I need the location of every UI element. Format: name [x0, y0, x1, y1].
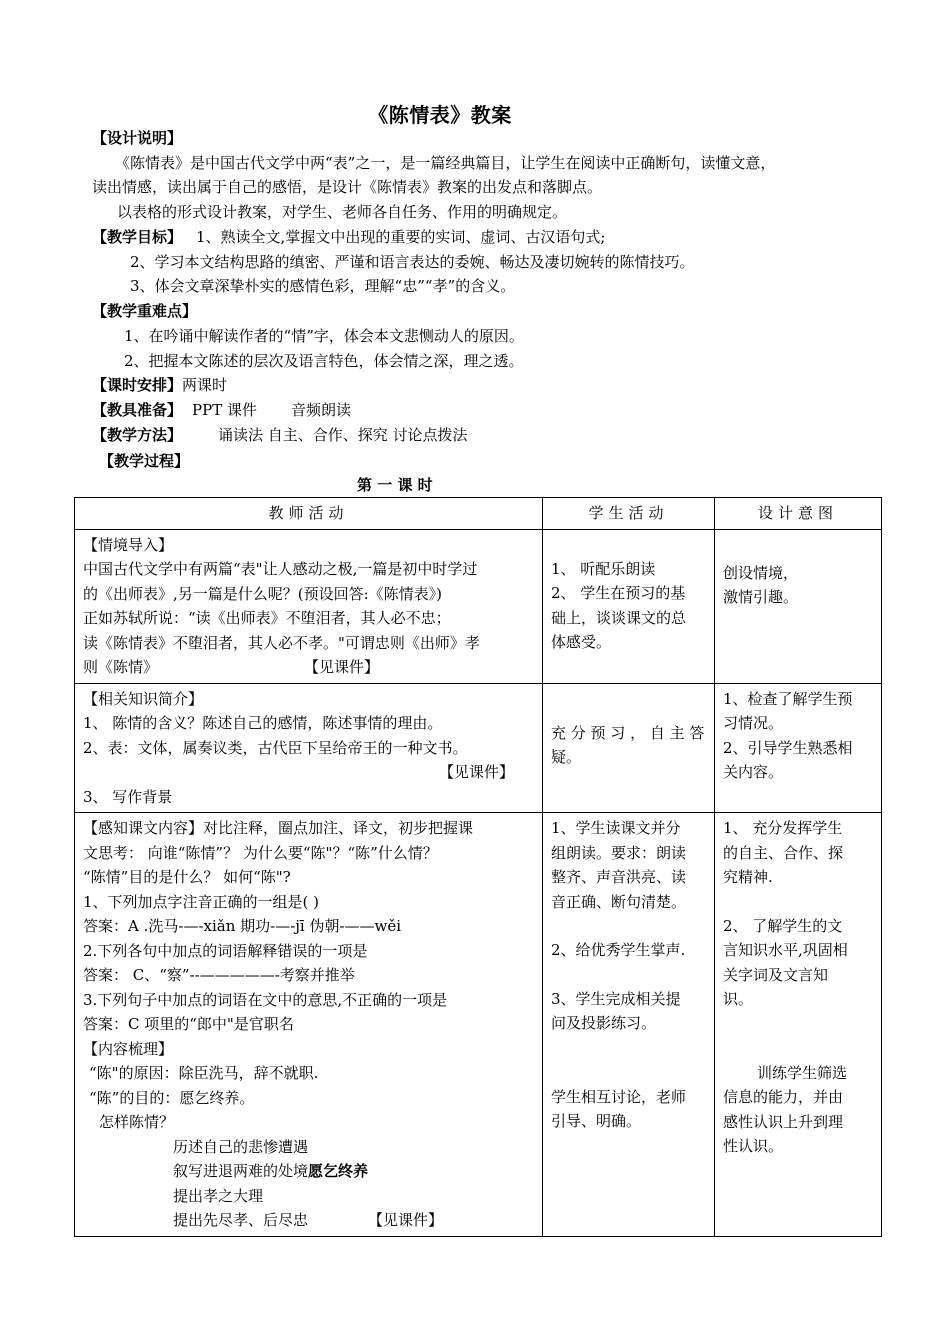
- schedule-value: 两课时: [182, 376, 228, 394]
- tools-heading: 【教具准备】: [92, 401, 183, 419]
- table-row: [75, 529, 882, 683]
- table-row: [75, 683, 882, 813]
- teacher-text: 中国古代文学中有两篇“表"让人感动之极,一篇是初中时学过: [83, 560, 478, 578]
- session-title: 第 一 课 时: [357, 476, 433, 494]
- teacher-cell: [75, 683, 543, 813]
- student-text: 问及投影练习。: [551, 1014, 657, 1032]
- intent-text: 关字词及文言知: [723, 965, 829, 984]
- intent-cell: [715, 529, 882, 683]
- design-heading: 【设计说明】: [92, 129, 183, 147]
- student-text: 1、 听配乐朗读: [551, 559, 656, 578]
- intent-text: 究精神.: [723, 868, 773, 886]
- intent-text: 2、引导学生熟悉相: [723, 738, 853, 757]
- teacher-text: 3.下列句子中加点的词语在文中的意思,不正确的一项是: [83, 990, 448, 1009]
- teacher-text: 怎样陈情？: [99, 1113, 175, 1131]
- student-text: 2、给优秀学生掌声.: [551, 941, 686, 959]
- teacher-text: 历述自己的悲惨遭遇: [173, 1137, 309, 1156]
- goal-item-1: 1、熟读全文,掌握文中出现的重要的实词、虚词、古汉语句式;: [196, 228, 606, 246]
- student-cell: [543, 683, 715, 813]
- teacher-text: 答案：A .洗马-—-xiǎn 期功-—-jī 伪朝-——wěi: [83, 917, 402, 935]
- intent-text: 言知识水平,巩固相: [723, 941, 848, 959]
- teacher-text: 答案：C 项里的“郎中"是官职名: [83, 1015, 294, 1033]
- teacher-text-with-ref: [83, 1208, 534, 1233]
- student-text: 音正确、断句清楚。: [551, 892, 687, 911]
- schedule-heading: 【课时安排】: [92, 376, 183, 394]
- section-heading: 【内容梳理】: [83, 1039, 174, 1058]
- intent-cell: [715, 683, 882, 813]
- teacher-text: 3、 写作背景: [83, 787, 173, 806]
- process-heading: 【教学过程】: [99, 452, 190, 470]
- page-title: 《陈情表》教案: [368, 103, 512, 127]
- teacher-text: 1、下列加点字注音正确的一组是( ): [83, 892, 320, 911]
- teacher-text: 读《陈情表》不堕泪者，其人必不孝。"可谓忠则《出师》孝: [83, 633, 480, 652]
- teacher-cell: [75, 529, 543, 683]
- teacher-text: “陈情”目的是什么？ 如何“陈"?: [83, 868, 291, 886]
- student-text: 3、学生完成相关提: [551, 989, 681, 1008]
- keypoint-item-1: 1、在吟诵中解读作者的“情”字，体会本文悲恻动人的原因。: [124, 327, 524, 345]
- methods-line: [92, 424, 468, 446]
- methods-heading: 【教学方法】: [92, 426, 183, 444]
- intent-text: 识。: [723, 990, 754, 1008]
- tools-value-2: 音频朗读: [290, 401, 351, 419]
- design-paragraph-line1: 《陈情表》是中国古代文学中两“表”之一，是一篇经典篇目，让学生在阅读中正确断句，读懂文意，: [115, 154, 776, 172]
- intent-text: 训练学生筛选: [757, 1063, 848, 1082]
- courseware-ref: 【见课件】: [438, 763, 514, 781]
- tools-value-1: PPT 课件: [192, 401, 257, 419]
- table-header-row: [75, 498, 882, 530]
- design-paragraph2: 以表格的形式设计教案，对学生、老师各自任务、作用的明确规定。: [117, 203, 568, 221]
- keypoints-heading: 【教学重难点】: [92, 302, 198, 320]
- intent-text: 习情况。: [723, 714, 784, 732]
- student-text: 疑。: [551, 748, 582, 766]
- teacher-cell: [75, 813, 543, 1237]
- header-student: 学生活动: [543, 498, 715, 530]
- intent-cell: [715, 813, 882, 1237]
- teacher-text: 答案： C、“察”--—————-考察并推举: [83, 966, 355, 984]
- goal-item-2: 2、学习本文结构思路的缜密、严谨和语言表达的委婉、畅达及凄切婉转的陈情技巧。: [130, 253, 695, 271]
- teacher-text: 2.下列各句中加点的词语解释错误的一项是: [83, 941, 368, 960]
- intent-text: 创设情境，: [723, 563, 799, 582]
- keypoint-item-2: 2、把握本文陈述的层次及语言特色，体会情之深，理之透。: [124, 352, 524, 370]
- table-row: [75, 813, 882, 1237]
- student-text: 体感受。: [551, 633, 612, 651]
- student-cell: [543, 813, 715, 1237]
- teacher-text: 提出孝之大理: [173, 1186, 264, 1205]
- courseware-ref: 【见课件】: [304, 658, 380, 676]
- goals-line: [92, 226, 605, 248]
- student-text: 2、 学生在预习的基: [551, 584, 686, 602]
- intent-text: 2、 了解学生的文: [723, 916, 843, 935]
- intent-text: 信息的能力，并由: [723, 1088, 844, 1106]
- teacher-text-with-ref: [83, 655, 534, 680]
- teacher-text: 叙写进退两难的处境: [173, 1162, 309, 1180]
- teacher-text: 的《出师表》,另一篇是什么呢？(预设回答:《陈情表》): [83, 584, 443, 603]
- intent-text: 1、 充分发挥学生: [723, 819, 843, 837]
- methods-value: 诵读法 自主、合作、探究 讨论点拨法: [218, 426, 468, 444]
- courseware-ref: 【见课件】: [368, 1211, 444, 1229]
- student-text: 整齐、声音洪亮、读: [551, 868, 687, 886]
- section-heading: 【情境导入】: [83, 535, 174, 554]
- intent-text: 1、检查了解学生预: [723, 689, 853, 708]
- goal-item-3: 3、体会文章深挚朴实的感情色彩，理解“忠”“孝”的含义。: [130, 277, 516, 295]
- intent-text: 激情引趣。: [723, 588, 799, 606]
- teacher-text: “陈"的原因：除臣洗马，辞不就职.: [89, 1064, 319, 1082]
- intent-text: 性认识。: [723, 1137, 784, 1155]
- teacher-text: 文思考： 向谁“陈情”？ 为什么要“陈"？“陈”什么情？: [83, 843, 438, 862]
- header-intent: 设计意图: [715, 498, 882, 530]
- student-text: 1、学生读课文并分: [551, 819, 681, 837]
- teacher-text: 1、 陈情的含义？陈述自己的感情，陈述事情的理由。: [83, 714, 443, 732]
- section-heading: 【相关知识简介】: [83, 689, 204, 708]
- teacher-text: “陈”的目的：愿乞终养。: [89, 1088, 255, 1107]
- teacher-text: 2、表：文体，属奏议类，古代臣下呈给帝王的一种文书。: [83, 738, 468, 757]
- schedule-line: [92, 374, 227, 396]
- bold-text: 愿乞终养: [308, 1162, 369, 1180]
- student-text: 引导、明确。: [551, 1112, 642, 1130]
- student-cell: [543, 529, 715, 683]
- header-teacher: 教师活动: [75, 498, 543, 530]
- goals-heading: 【教学目标】: [92, 228, 183, 246]
- tools-line: [92, 399, 351, 421]
- student-text: 学生相互讨论，老师: [551, 1087, 687, 1106]
- student-text: 充 分 预 习 ， 自 主 答: [551, 723, 705, 742]
- student-text: 础上，谈谈课文的总: [551, 608, 687, 627]
- teacher-text: 正如苏轼所说：“读《出师表》不堕泪者，其人必不忠；: [83, 609, 451, 627]
- design-paragraph-line2: 读出情感，读出属于自己的感悟，是设计《陈情表》教案的出发点和落脚点。: [92, 178, 603, 196]
- intent-text: 感性认识上升到理: [723, 1112, 844, 1131]
- lesson-table: [74, 497, 882, 1237]
- teacher-text: 则《陈情》: [83, 658, 159, 676]
- teacher-text: 提出先尽孝、后尽忠: [173, 1211, 309, 1229]
- teacher-text-with-bold: [83, 1159, 534, 1184]
- intent-text: 关内容。: [723, 763, 784, 781]
- intent-text: 的自主、合作、探: [723, 843, 844, 862]
- teacher-text: 【感知课文内容】对比注释，圈点加注、译文，初步把握课: [83, 819, 474, 837]
- student-text: 组朗读。要求：朗读: [551, 843, 687, 862]
